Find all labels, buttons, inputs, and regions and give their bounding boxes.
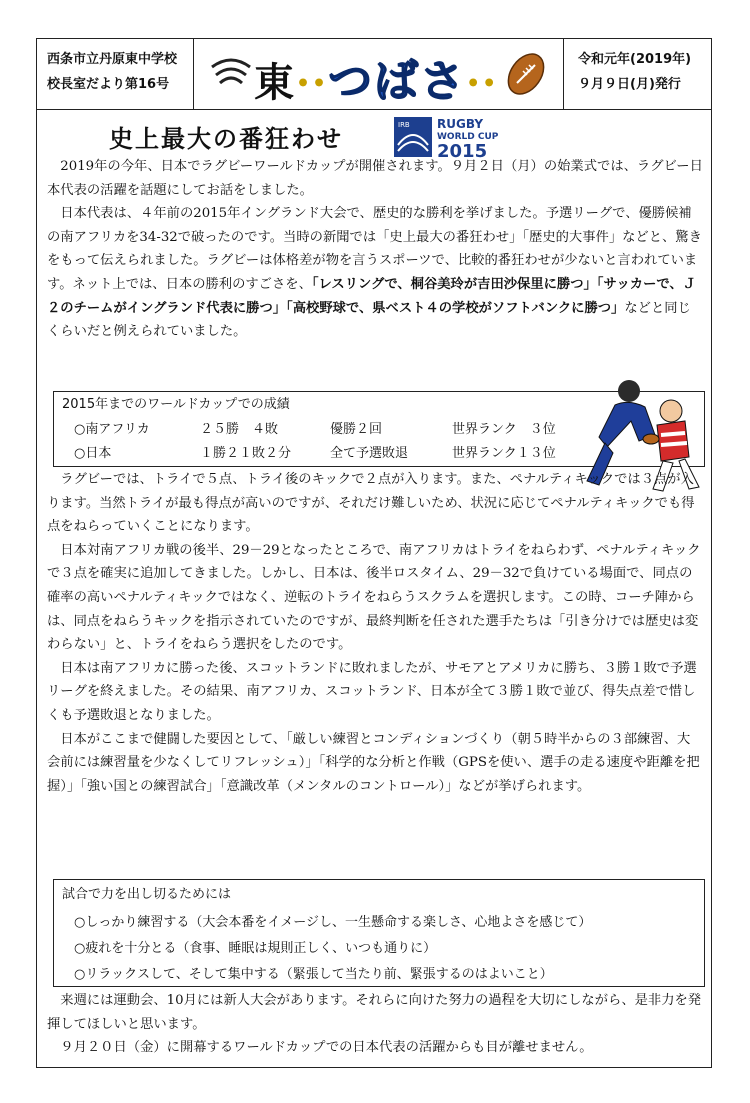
masthead-kana: つばさ <box>328 56 467 107</box>
paragraph-4: 日本対南アフリカ戦の後半、29－29となったところで、南アフリカはトライをねらわず、ペナルティキックで３点を確実に追加してきました。しかし、日本は、後半ロスタイム、29－32で負けている場面で、同点の確率の高いペナルティキックではなく、逆転のトライをねらうスクラムを選択します。この時、コーチ陣からは、同点をねらうキックを指示されていたのですが、最終判断を任された選手たちは「引き分けでは歴史は変わらない」と、トライをねらう選択をしたのです。 <box>47 542 701 653</box>
paragraph-2-tail: などと同じくらいだと例えられていました。 <box>47 300 691 340</box>
wings-icon <box>208 49 254 101</box>
header-right <box>564 39 710 109</box>
record-rank: 世界ランク ３位 <box>452 422 556 437</box>
intro-section <box>47 155 703 344</box>
era-date: 令和元年(2019年) <box>578 52 692 67</box>
header-left <box>37 39 194 109</box>
tips-item: ○しっかり練習する（大会本番をイメージし、一生懸命する楽しさ、心地よさを感じて） <box>74 915 592 930</box>
record-team: ○南アフリカ <box>74 422 150 437</box>
record-titles: 全て予選敗退 <box>330 446 409 461</box>
tips-item: ○リラックスして、そして集中する（緊張して当たり前、緊張するのはよいこと） <box>74 967 553 982</box>
paragraph-3: ラグビーでは、トライで５点、トライ後のキックで２点が入ります。また、ペナルティキックでは３点が入ります。当然トライが最も得点が高いのですが、それだけ難しいため、状況に応じてペナルティキックでも得点をねらっていくことになります。 <box>47 472 695 535</box>
logo-line1: RUGBY <box>437 117 484 131</box>
tips-box-title: 試合で力を出し切るためには <box>62 887 232 902</box>
paragraph-2-lead: 日本代表は、４年前の2015年イングランド大会で、歴史的な勝利を挙げました。予選リーグで、優勝候補の南アフリカを34-32で破ったのです。当時の新聞では「史上最大の番狂わせ」「歴史的大事件」などと、驚きをもって伝えられました。ラグビーは体格差が物を言うスポーツで、比較的番狂わせが少ないと言われています。ネット上では、日本の勝利のすごさを、 <box>47 206 702 292</box>
paragraph-1: 2019年の今年、日本でラグビーワールドカップが開催されます。９月２日（月）の始業式では、ラグビー日本代表の活躍を話題にしてお話をしました。 <box>47 159 703 198</box>
rugby-ball-icon <box>505 49 547 99</box>
school-name: 西条市立丹原東中学校 <box>47 52 178 67</box>
record-box-title: 2015年までのワールドカップでの成績 <box>62 397 290 412</box>
newsletter-frame <box>36 38 712 1068</box>
paragraph-6: 日本がここまで健闘した要因として、「厳しい練習とコンディションづくり（朝５時半からの３部練習、大会前には練習量を少なくしてリフレッシュ）」「科学的な分析と作戦（GPSを使い、選手の走る速度や距離を把握）」「強い国との練習試合」「意識改革（メンタルのコントロール）」などが挙げられます。 <box>47 731 700 794</box>
record-rank: 世界ランク１３位 <box>452 446 556 461</box>
header <box>37 39 711 110</box>
main-section <box>47 468 703 798</box>
paragraph-7: 来週には運動会、10月には新人大会があります。それらに向けた努力の過程を大切にしながら、是非力を発揮してほしいと思います。 <box>47 993 702 1032</box>
article-title: 史上最大の番狂わせ <box>109 125 343 153</box>
closing-section <box>47 989 703 1060</box>
logo-year: 2015 <box>437 141 488 159</box>
masthead-dots-left: •• <box>296 71 329 97</box>
record-wins: １勝２１敗２分 <box>200 446 292 461</box>
masthead-kanji: 東 <box>254 60 296 106</box>
paragraph-2-examples: 「レスリングで、桐谷美玲が吉田沙保里に勝つ」「サッカーで、Ｊ２のチームがイングランド代表に勝つ」「高校野球で、県ベスト４の学校がソフトバンクに勝つ」 <box>47 276 697 316</box>
paragraph-5: 日本は南アフリカに勝った後、スコットランドに敗れましたが、サモアとアメリカに勝ち、３勝１敗で予選リーグを終えました。その結果、南アフリカ、スコットランド、日本が全て３勝１敗で並び、得失点差で惜しくも予選敗退となりました。 <box>47 660 697 723</box>
tips-item: ○疲れを十分とる（食事、睡眠は規則正しく、いつも通りに） <box>74 941 437 956</box>
newsletter-number: 校長室だより第16号 <box>47 77 170 92</box>
record-wins: ２５勝 ４敗 <box>200 422 279 437</box>
masthead <box>194 39 564 109</box>
record-titles: 優勝２回 <box>330 422 383 437</box>
paragraph-8: ９月２０日（金）に開幕するワールドカップでの日本代表の活躍からも目が離せません。 <box>60 1040 593 1056</box>
rugby-world-cup-logo <box>393 115 523 159</box>
record-team: ○日本 <box>74 446 112 461</box>
tips-box <box>53 879 705 987</box>
masthead-dots-right: •• <box>466 71 499 97</box>
logo-line2: WORLD CUP <box>437 132 499 142</box>
paragraph-2 <box>47 202 703 344</box>
masthead-title <box>254 45 498 109</box>
issue-date: ９月９日(月)発行 <box>578 77 681 92</box>
logo-badge: IRB <box>398 121 410 129</box>
